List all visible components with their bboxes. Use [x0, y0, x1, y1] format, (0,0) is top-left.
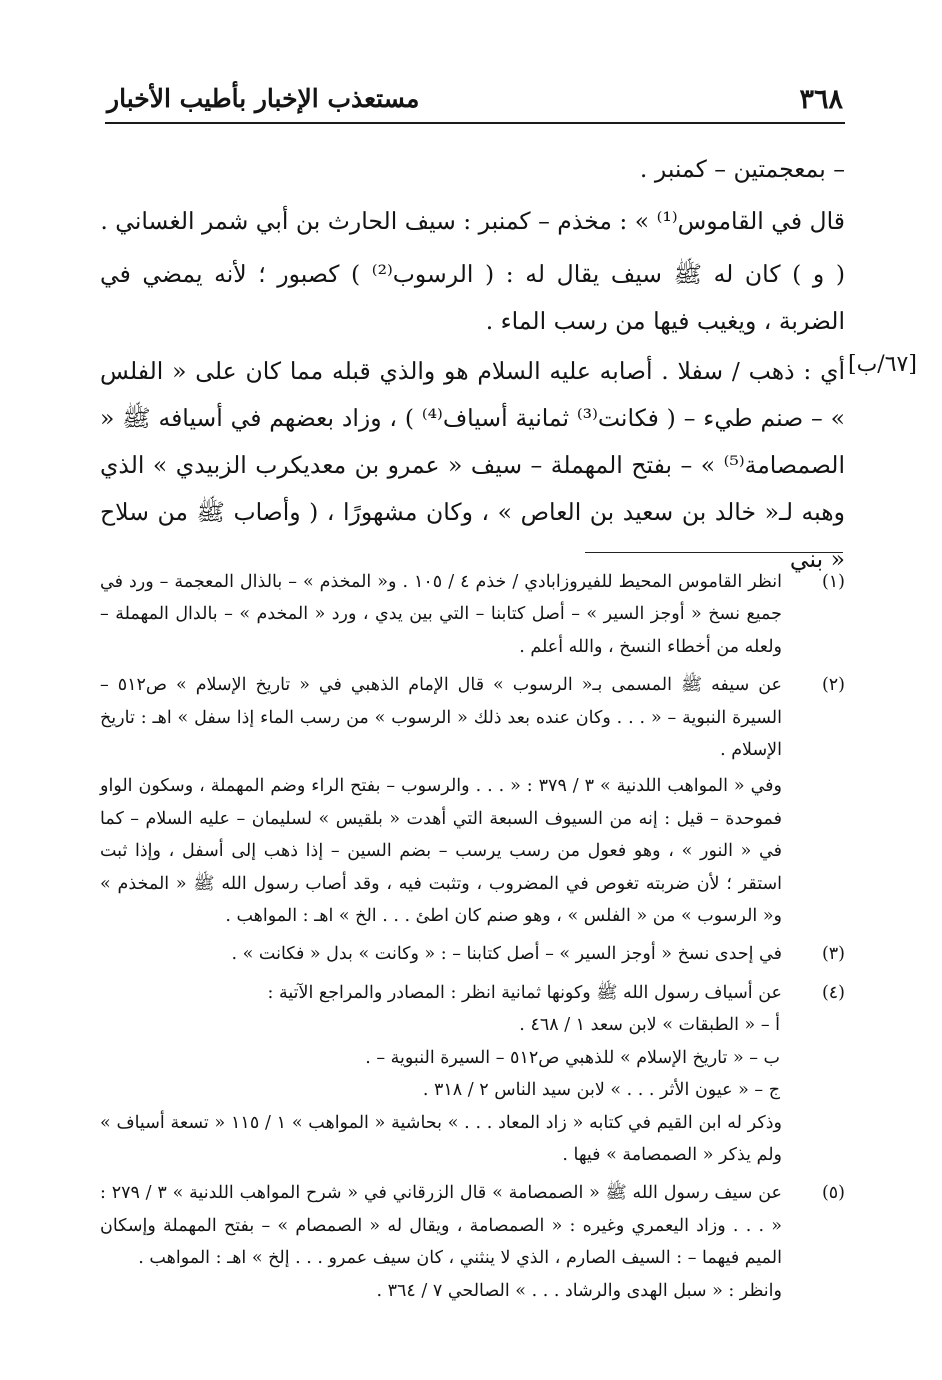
footnote-3: [100, 938, 845, 970]
footnote-text: عن سيفه ﷺ المسمى بـ« الرسوب » قال الإمام الذهبي في « تاريخ الإسلام » ص٥١٢ – السيرة النبوية – « . . . وكان عنده بعد ذلك « الرسوب » من رسب الماء إذا سفل » اهـ : تاريخ الإسلام .: [100, 675, 782, 761]
footnote-text: وانظر : « سبل الهدى والرشاد . . . » الصالحي ٧ / ٣٦٤ .: [376, 1280, 782, 1301]
footnote-1: [100, 566, 845, 663]
body-paragraph-3: ( و ) كان له ﷺ سيف يقال له : ( الرسوب⁽²⁾ ) كصبور ؛ لأنه يمضي في الضربة ، ويغيب فيها من رسب الماء .: [100, 260, 845, 335]
footnote-text: عن سيف رسول الله ﷺ « الصمصامة » قال الزرقاني في « شرح المواهب اللدنية » ٣ / ٢٧٩ : « . . . وزاد اليعمري وغيره : « الصمصامة ، ويقال له « الصمصام » – بفتح المهملة وإسكان الميم فيهما – : السيف الصارم ، الذي لا ينثني ، كان سيف عمرو . . . إلخ » اهـ : المواهب .: [100, 1183, 782, 1269]
footnote-2: [100, 669, 845, 932]
footnote-text: انظر القاموس المحيط للفيروزابادي / خذم ٤ / ١٠٥ . و« المخذم » – بالذال المعجمة – ورد في جميع نسخ « أوجز السير » – أصل كتابنا – التي بين يدي ، ورد « المخدم » – بالدال المهملة – ولعله من أخطاء النسخ ، والله أعلم .: [100, 572, 782, 657]
page-header: [105, 80, 845, 124]
footnote-number: (١): [821, 572, 845, 592]
footnote-number: (٢): [821, 675, 845, 696]
footnote-text: وذكر له ابن القيم في كتابه « زاد المعاد . . . » بحاشية « المواهب » ١ / ١١٥ « تسعة أسياف » ولم يذكر « الصمصامة » فيها .: [100, 1112, 782, 1165]
footnotes: [100, 566, 845, 1313]
footnote-number: (٥): [821, 1183, 845, 1204]
footnote-list-item: أ – « الطبقات » لابن سعد ١ / ٤٦٨ .: [519, 1015, 780, 1036]
body-paragraph-4: أي : ذهب / سفلا . أصابه عليه السلام هو والذي قبله مما كان على « الفلس » – صنم طيء – ( فكانت⁽³⁾ ثمانية أسياف⁽⁴⁾ ) ، وزاد بعضهم في أسيافه ﷺ « الصمصامة⁽⁵⁾ » – بفتح المهملة – سيف « عمرو بن معديكرب الزبيدي » الذي وهبه لـ« خالد بن سعيد بن العاص » ، وكان مشهورًا ، ( وأصاب ﷺ من سلاح « بني: [100, 357, 845, 573]
page-number: ٣٦٨: [799, 84, 843, 115]
footnote-5: [100, 1177, 845, 1307]
footnote-separator: [585, 552, 843, 553]
footnote-number: (٣): [821, 944, 845, 965]
body-paragraph-1: – بمعجمتين – كمنبر .: [639, 155, 845, 183]
body-paragraph-2: قال في القاموس⁽¹⁾ » : مخذم – كمنبر : سيف الحارث بن أبي شمر الغساني .: [100, 207, 845, 235]
footnote-list-item: ج – « عيون الأثر . . . » لابن سيد الناس ٢ / ٣١٨ .: [422, 1080, 780, 1101]
footnote-text: وفي « المواهب اللدنية » ٣ / ٣٧٩ : « . . . والرسوب – بفتح الراء وضم المهملة ، وسكون الواو فموحدة – قيل : إنه من السيوف السبعة التي أهدت « بلقيس » لسليمان – عليه السلام – كما في « النور » ، وهو فعول من رسب يرسب – بضم السين – إذا ذهب إلى أسفل ، وإذا ثبت استقر ؛ لأن ضربته تغوص في المضروب ، وتثبت فيه ، وقد أصاب رسول الله ﷺ « المخذم » و« الرسوب » من « الفلس » ، وهو صنم كان اطئ . . . الخ » اهـ : المواهب .: [100, 776, 782, 927]
footnote-number: (٤): [821, 982, 845, 1003]
footnote-text: في إحدى نسخ « أوجز السير » – أصل كتابنا – : « وكانت » بدل « فكانت » .: [231, 944, 782, 965]
footnote-list-item: ب – « تاريخ الإسلام » للذهبي ص٥١٢ – السيرة النبوية – .: [365, 1047, 780, 1068]
manuscript-folio-marker: [٦٧/ب]: [848, 352, 917, 377]
footnote-4: [100, 977, 845, 1171]
footnote-text: عن أسياف رسول الله ﷺ وكونها ثمانية انظر : المصادر والمراجع الآتية :: [267, 982, 782, 1003]
running-title: مستعذب الإخبار بأطيب الأخبار: [107, 84, 420, 113]
